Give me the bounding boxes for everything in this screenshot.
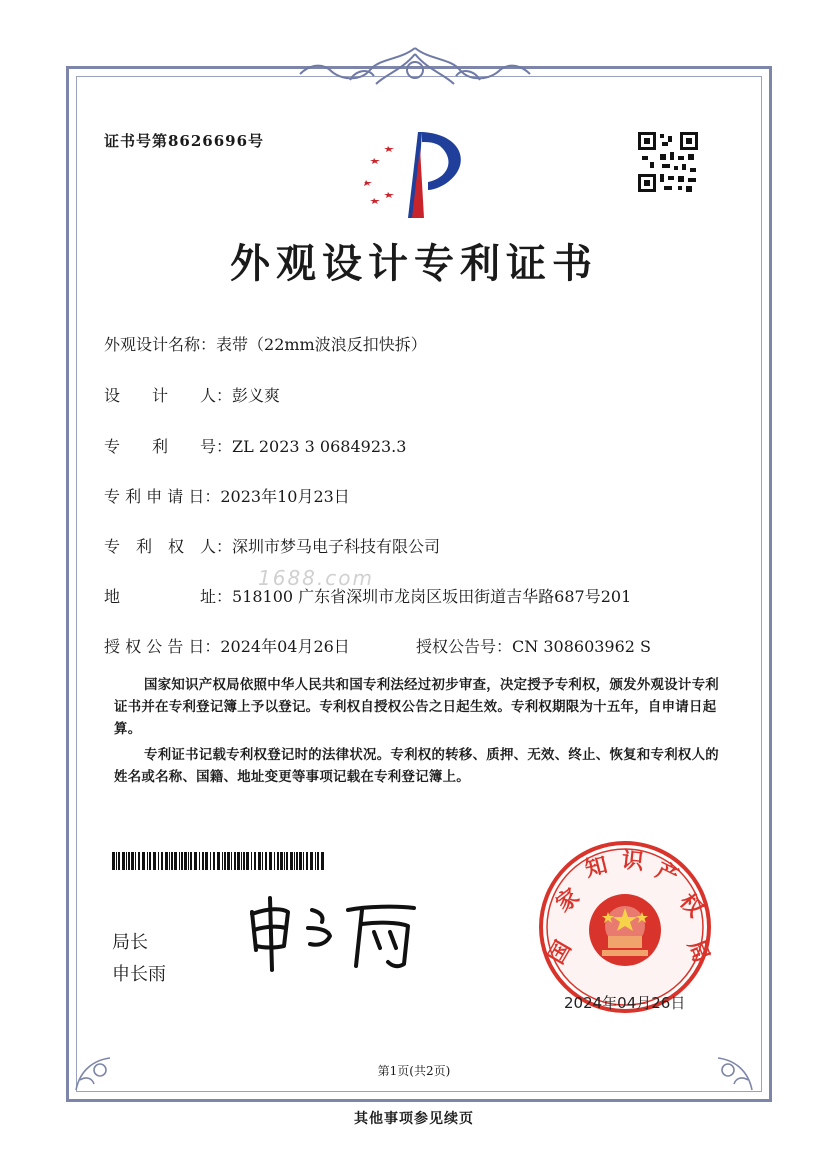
svg-text:权: 权 — [674, 889, 708, 923]
svg-text:局: 局 — [682, 936, 714, 967]
svg-text:产: 产 — [651, 858, 683, 891]
field-value: 表带（22mm波浪反扣快拆） — [216, 335, 427, 354]
field-label: 设 计 人： — [104, 386, 233, 405]
field-value: 深圳市梦马电子科技有限公司 — [232, 537, 441, 556]
signature-icon — [238, 894, 428, 972]
director-title: 局长 — [112, 932, 148, 953]
field-label: 专 利 号： — [104, 437, 233, 456]
qr-code-icon — [638, 132, 698, 192]
patentee-field — [104, 534, 440, 557]
field-label: 授 权 公 告 日： — [104, 637, 221, 656]
ornament-icon — [290, 40, 540, 96]
svg-text:国: 国 — [544, 936, 577, 969]
svg-text:家: 家 — [551, 884, 585, 918]
field-value: ZL 2023 3 0684923.3 — [232, 437, 407, 456]
field-value: 2023年10月23日 — [220, 487, 350, 506]
watermark: 1688.com — [258, 566, 374, 590]
design-name-field — [104, 332, 427, 355]
svg-text:识: 识 — [620, 847, 645, 876]
designer-field — [104, 383, 280, 406]
field-label: 授权公告号： — [416, 637, 513, 656]
page-number: 第1页(共2页) — [377, 1064, 451, 1078]
document-title: 外观设计专利证书 — [230, 241, 598, 287]
field-label: 专 利 权 人： — [104, 537, 233, 556]
seal-icon — [536, 838, 714, 1016]
certificate-number: 证书号第8626696号 — [104, 132, 265, 150]
patent-number-field — [104, 434, 406, 457]
application-date-field — [104, 484, 350, 507]
barcode-icon — [112, 852, 326, 870]
field-value: 518100 广东省深圳市龙岗区坂田街道吉华路687号201 — [232, 587, 632, 606]
paragraph-legal-status: 专利证书记载专利权登记时的法律状况。专利权的转移、质押、无效、终止、恢复和专利权人的姓名或名称、国籍、地址变更等事项记载在专利登记簿上。 — [114, 747, 720, 785]
field-label: 专 利 申 请 日： — [104, 487, 221, 506]
director-name: 申长雨 — [112, 964, 166, 985]
field-value: 彭义爽 — [232, 386, 281, 405]
seal-date: 2024年04月26日 — [564, 994, 686, 1012]
grant-date-field — [104, 634, 350, 657]
paragraph-grant: 国家知识产权局依照中华人民共和国专利法经过初步审查，决定授予专利权，颁发外观设计专利证书并在专利登记簿上予以登记。专利权自授权公告之日起生效。专利权期限为十五年，自申请日起算。 — [114, 677, 720, 737]
footer-note: 其他事项参见续页 — [354, 1111, 474, 1127]
field-value: CN 308603962 S — [512, 637, 652, 656]
field-label: 地 址： — [104, 587, 233, 606]
svg-text:知: 知 — [582, 852, 611, 883]
field-value: 2024年04月26日 — [220, 637, 350, 656]
grant-number-field — [416, 634, 651, 657]
field-label: 外观设计名称： — [104, 335, 217, 354]
cnipa-logo-icon — [352, 124, 476, 220]
